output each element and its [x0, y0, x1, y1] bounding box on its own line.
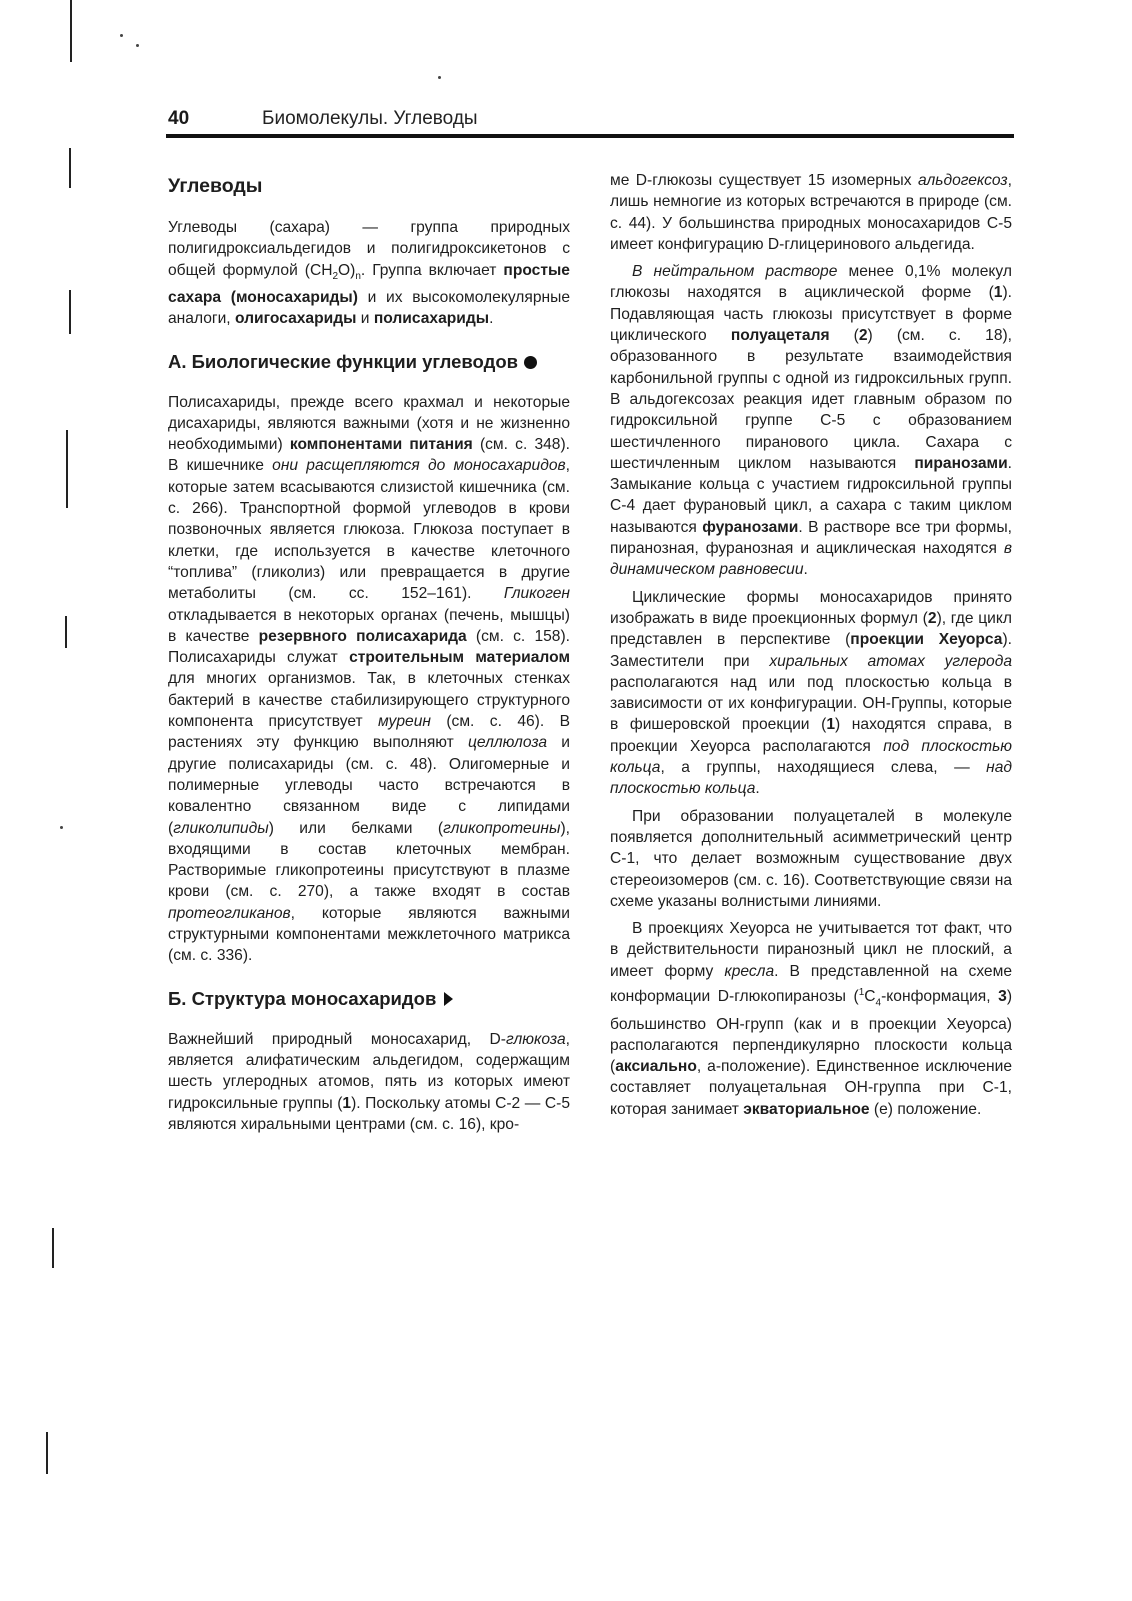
scan-dot [60, 826, 63, 829]
text-run: В нейтральном растворе [632, 263, 838, 281]
text-run: ). Подавляющая часть глюкозы присутствует в форме циклического [610, 284, 1012, 345]
text-run: ) большинство ОН-групп (как и в проекции Хеуорса) располагаются перпендикулярно плоскости кольца ( [610, 988, 1013, 1076]
text-run: , которые затем всасываются слизистой кишечника (см. с. 266). Транспортной формой углеводов в крови позвоночных является глюкоза. Глюкоза поступает в клетки, где используется в качестве клеточного “топлива” (гликолиз) или превращается в другие метаболиты (см. сс. 152–161). [168, 457, 570, 603]
text-run: , лишь немногие из которых встречаются в природе (см. с. 44). У большинства природных моносахаридов С-5 имеет конфигурацию D-глицеринового альдегида. [610, 172, 1012, 253]
text-run: , которые являются важными структурными компонентами межклеточного матрикса (см. с. 336). [168, 904, 570, 965]
text-run: ), где цикл представлен в перспективе ( [610, 609, 1012, 649]
text-run: 1 [993, 284, 1003, 302]
running-title: Биомолекулы. Углеводы [262, 108, 478, 129]
text-run: глюкоза [506, 1030, 566, 1048]
intro-paragraph [168, 217, 570, 330]
text-run: (см. с. 348). В кишечнике [168, 436, 570, 475]
text-run: 1 [826, 716, 835, 734]
text-run: ) или белками ( [268, 819, 444, 837]
text-run: 2 [927, 609, 937, 627]
page-number: 40 [168, 108, 190, 129]
text-run: Полисахариды, прежде всего крахмал и некоторые дисахариды, являются важными (хотя и не жизненно необходимыми) [168, 393, 570, 454]
text-run: олигосахариды [234, 310, 357, 328]
text-run: они расщепляются до моносахаридов [272, 457, 566, 475]
text-run: над плоскостью кольца [610, 759, 1012, 798]
scan-mark [66, 430, 68, 508]
text-run: проекции Хеуорса [850, 631, 1003, 649]
text-run: 1 [858, 986, 865, 998]
text-run: строительным материалом [349, 649, 570, 667]
section-b-paragraph [168, 1029, 570, 1135]
text-run: протеогликанов [168, 904, 291, 922]
text-run: -конформация, [881, 988, 999, 1006]
text-run: 3 [998, 988, 1007, 1006]
scan-mark [65, 616, 67, 648]
text-run: , а группы, находящиеся слева, — [660, 759, 987, 777]
text-run: (см. с. 158). Полисахариды служат [168, 627, 570, 667]
text-run: полисахариды [373, 310, 490, 328]
text-run: ). Поскольку атомы С-2 — С-5 являются хиральными центрами (см. с. 16), кро- [168, 1094, 570, 1133]
text-run: . [489, 310, 494, 328]
section-b-title: Б. Структура моносахаридов [168, 987, 437, 1009]
text-run: резервного полисахарида [258, 627, 467, 645]
text-run: C [864, 988, 876, 1006]
text-run: n [355, 270, 361, 282]
text-run: 2 [858, 327, 868, 345]
text-run: экваториальное [743, 1100, 870, 1118]
filled-circle-icon [524, 356, 537, 369]
text-run: ( [829, 327, 859, 345]
text-run: (е) положение. [869, 1100, 982, 1118]
text-run: , а-положение). Единственное исключение составляет полуацетальная ОН-группа при С-1, которая занимает [610, 1058, 1012, 1118]
text-run: компонентами питания [289, 436, 473, 454]
text-run: фуранозами [702, 518, 799, 536]
scan-dot [120, 34, 123, 37]
text-run: 2 [332, 270, 339, 282]
text-run: целлюлоза [468, 734, 548, 752]
text-run: 4 [875, 997, 882, 1009]
text-run: . В растворе все три формы, пиранозная, фуранозная и ациклическая находятся [610, 518, 1012, 558]
paragraph [610, 587, 1012, 800]
text-run: под плоскостью кольца [610, 737, 1012, 777]
text-run: пиранозами [914, 454, 1008, 472]
text-run: и их высокомолекулярные аналоги, [168, 289, 570, 328]
section-a-title: А. Биологические функции углеводов [168, 350, 519, 372]
scan-mark [70, 0, 72, 62]
text-run: хиральных атомах углерода [769, 652, 1013, 670]
text-run: полуацеталя [730, 327, 830, 345]
text-run: В проекциях Хеуорса не учитывается тот факт, что в действительности пиранозный цикл не плоский, а имеет форму [610, 920, 1012, 980]
text-run: O) [338, 261, 356, 279]
right-column [610, 170, 1012, 1120]
section-b-heading [168, 987, 570, 1011]
text-run: . [755, 780, 760, 798]
paragraph [610, 918, 1012, 1120]
text-run: менее 0,1% молекул глюкозы находятся в ациклической форме ( [610, 263, 1012, 302]
section-title: Углеводы [168, 175, 263, 197]
text-run: муреин [378, 713, 431, 731]
text-run: располагаются над или под плоскостью кольца в зависимости от их конфигурации. ОН-Группы, которые в фишеровской проекции ( [610, 673, 1012, 734]
text-run: . В представленной на схеме конформации D-глюкопиранозы ( [610, 962, 1013, 1006]
text-run: простые сахара (моносахариды) [168, 261, 570, 306]
text-run: откладывается в некоторых органах (печень, мышцы) в качестве [168, 606, 570, 645]
half-arrow-icon [444, 992, 453, 1006]
text-run: (см. с. 46). В растениях эту функцию выполняют [168, 713, 570, 752]
text-run: гликолипиды [173, 819, 269, 837]
text-run: аксиально [615, 1058, 697, 1076]
text-run: и другие полисахариды (см. с. 48). Олигомерные и полимерные углеводы часто встречаются в ковалентно связанном виде с липидами ( [168, 734, 570, 837]
paragraph [610, 806, 1012, 912]
text-run: ) (см. с. 18), образованного в результате взаимодействия карбонильной группы с одной из гидроксильных групп. В альдогексозах реакция идет главным образом по гидроксильной группе С-5 с образованием шестичленного пиранового цикла. Сахара с шестичленным циклом называются [610, 327, 1013, 472]
text-run: Гликоген [503, 585, 570, 603]
scan-mark [46, 1432, 48, 1474]
header-rule [166, 134, 1014, 138]
text-run: ме D-глюкозы существует 15 изомерных [610, 172, 918, 189]
text-run: ). Заместители при [610, 631, 1012, 670]
section-a-paragraph [168, 392, 570, 967]
text-run: гликопротеины [443, 819, 561, 837]
paragraph [610, 261, 1012, 580]
text-run: в динамическом равновесии [610, 540, 1012, 579]
text-run: , является алифатическим альдегидом, содержащим шесть углеродных атомов, пять из которых имеют гидроксильные группы ( [168, 1030, 570, 1112]
text-run: ) находятся справа, в проекции Хеуорса располагаются [610, 716, 1012, 755]
text-run: ), входящими в состав клеточных мембран. Растворимые гликопротеины присутствуют в плазме крови (см. с. 270), а также входят в состав [168, 819, 570, 901]
text-run: При образовании полуацеталей в молекуле появляется дополнительный асимметрический центр С-1, что делает возможным существование двух стереоизомеров (см. с. 16). Соответствующие связи на схеме указаны волнистыми линиями. [610, 807, 1012, 910]
text-run: и [356, 310, 374, 328]
text-run: для многих организмов. Так, в клеточных стенках бактерий в качестве стабилизирующего структурного компонента присутствует [168, 670, 570, 731]
scan-dot [438, 76, 441, 79]
text-run: 1 [342, 1094, 352, 1112]
scan-mark [52, 1228, 54, 1268]
text-run: Циклические формы моносахаридов принято изображать в виде проекционных формул ( [610, 588, 1012, 627]
left-column [168, 170, 570, 1155]
text-run: . Замыкание кольца с участием гидроксильной группы С-4 дает фурановый цикл, а сахара с таким циклом называются [610, 454, 1012, 536]
text-run: . Группа включает [360, 261, 504, 279]
scan-dot [136, 44, 139, 47]
scan-mark [69, 290, 71, 334]
text-run: кресла [724, 962, 775, 980]
text-run: альдогексоз [917, 172, 1008, 189]
section-a-heading [168, 350, 570, 374]
paragraph [610, 170, 1012, 255]
text-run: Важнейший природный моносахарид, D- [168, 1030, 506, 1048]
scan-mark [69, 148, 71, 188]
text-run: Углеводы (сахара) — группа природных полигидроксиальдегидов и полигидроксикетонов с общей формулой (CH [168, 219, 570, 279]
text-run: . [803, 561, 808, 579]
